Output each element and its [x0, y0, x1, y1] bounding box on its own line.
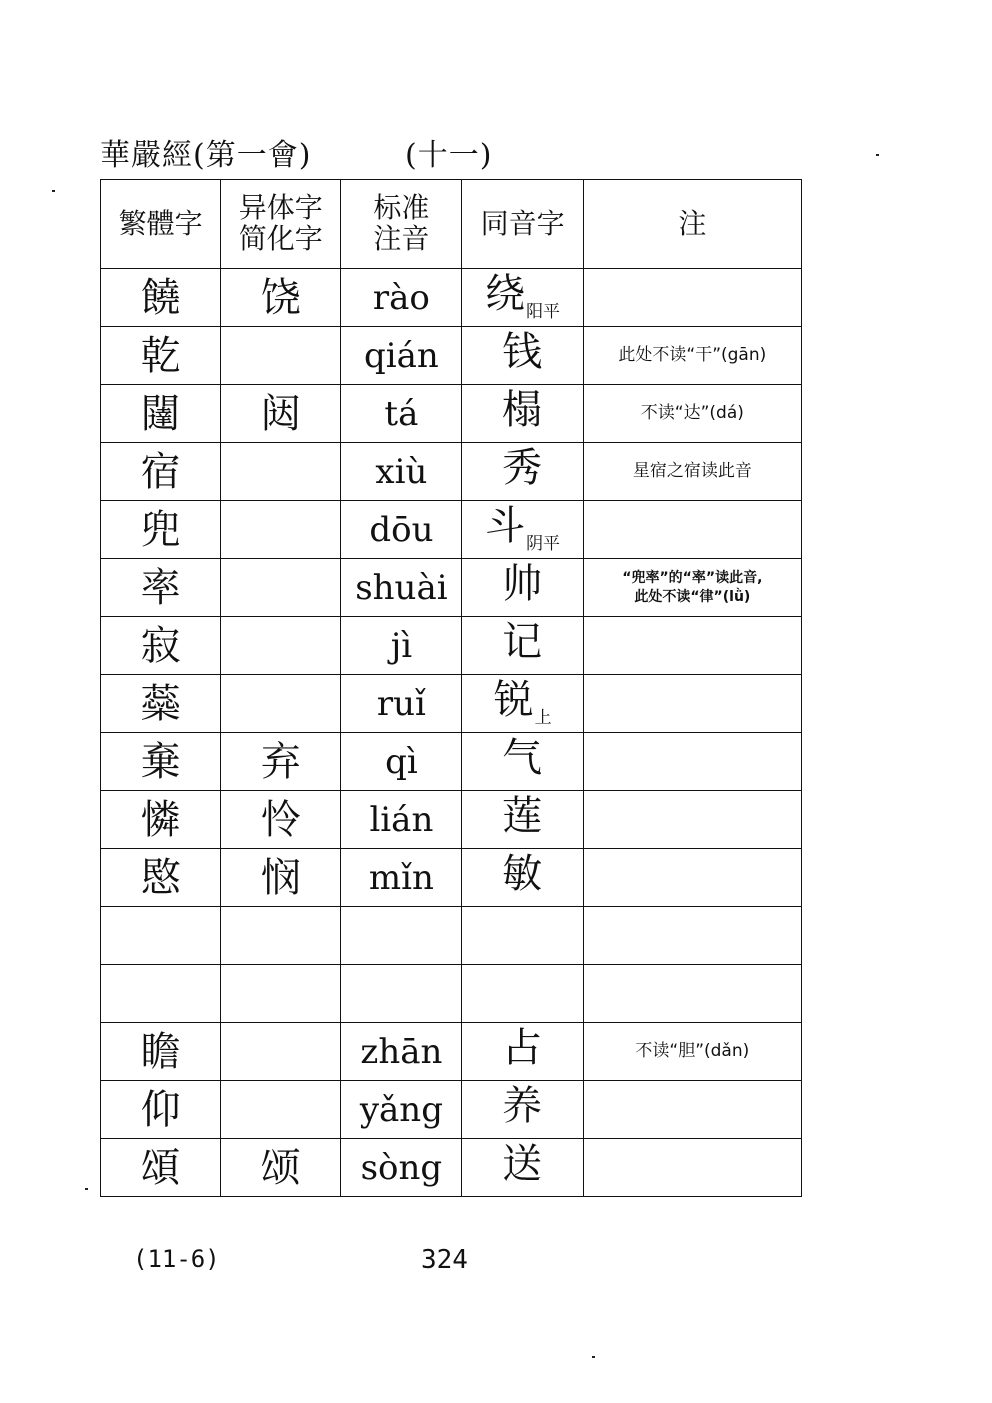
table-row [101, 501, 802, 559]
scan-speck [876, 154, 879, 156]
table-row [101, 733, 802, 791]
note-cell [583, 269, 801, 327]
page-title [100, 130, 493, 174]
variant-char: 饶 [221, 269, 341, 327]
homophone-char: 绕 [485, 271, 526, 317]
homophone-cell [462, 849, 583, 907]
homophone-cell [462, 733, 583, 791]
table-row [101, 385, 802, 443]
table-header-row [101, 180, 802, 269]
traditional-char: 宿 [101, 443, 221, 501]
traditional-char: 饒 [101, 269, 221, 327]
homophone-char: 记 [502, 619, 543, 665]
pinyin-reading [341, 965, 462, 1023]
table-body [101, 269, 802, 1197]
header-variant: 异体字 简化字 [221, 180, 341, 269]
note-cell [583, 907, 801, 965]
pinyin-reading: mǐn [341, 849, 462, 907]
homophone-char: 帅 [502, 561, 543, 607]
note-cell [583, 849, 801, 907]
variant-char [221, 559, 341, 617]
table-row [101, 327, 802, 385]
traditional-char: 棄 [101, 733, 221, 791]
homophone-char: 气 [502, 735, 543, 781]
note-cell [583, 617, 801, 675]
traditional-char: 瞻 [101, 1023, 221, 1081]
pinyin-reading: yǎng [341, 1081, 462, 1139]
homophone-cell [462, 1023, 583, 1081]
scan-speck [85, 1188, 88, 1190]
traditional-char: 頌 [101, 1139, 221, 1197]
variant-char [221, 327, 341, 385]
scan-speck [592, 1356, 595, 1358]
note-cell [583, 733, 801, 791]
traditional-char: 寂 [101, 617, 221, 675]
variant-char [221, 965, 341, 1023]
traditional-char: 憐 [101, 791, 221, 849]
note-cell [583, 501, 801, 559]
pinyin-reading: ruǐ [341, 675, 462, 733]
traditional-char: 率 [101, 559, 221, 617]
pinyin-reading: qián [341, 327, 462, 385]
table-row [101, 849, 802, 907]
homophone-cell [462, 559, 583, 617]
traditional-char: 愍 [101, 849, 221, 907]
variant-char [221, 1023, 341, 1081]
traditional-char: 仰 [101, 1081, 221, 1139]
homophone-cell [462, 1139, 583, 1197]
homophone-char: 莲 [502, 793, 543, 839]
header-note: 注 [583, 180, 801, 269]
pinyin-reading: jì [341, 617, 462, 675]
homophone-char: 占 [502, 1025, 543, 1071]
homophone-tone: 上 [534, 708, 552, 728]
note-cell: 不读“达”(dá) [583, 385, 801, 443]
homophone-char: 榻 [502, 387, 543, 433]
traditional-char [101, 907, 221, 965]
table-row [101, 1139, 802, 1197]
variant-char: 悯 [221, 849, 341, 907]
homophone-char: 锐 [493, 677, 534, 723]
note-cell [583, 1139, 801, 1197]
homophone-char: 斗 [485, 503, 526, 549]
pinyin-reading: dōu [341, 501, 462, 559]
pinyin-reading: qì [341, 733, 462, 791]
homophone-cell [462, 269, 583, 327]
traditional-char: 闥 [101, 385, 221, 443]
homophone-cell [462, 617, 583, 675]
sutra-title: 華嚴經(第一會) [100, 138, 312, 173]
header-homophone: 同音字 [462, 180, 583, 269]
pinyin-reading: xiù [341, 443, 462, 501]
variant-char [221, 617, 341, 675]
table-row [101, 965, 802, 1023]
variant-char [221, 907, 341, 965]
variant-char [221, 443, 341, 501]
note-cell: 不读“胆”(dǎn) [583, 1023, 801, 1081]
homophone-cell [462, 791, 583, 849]
pinyin-reading: tá [341, 385, 462, 443]
pinyin-reading [341, 907, 462, 965]
variant-char: 怜 [221, 791, 341, 849]
header-traditional: 繁體字 [101, 180, 221, 269]
variant-char: 颂 [221, 1139, 341, 1197]
table-row [101, 559, 802, 617]
homophone-cell [462, 1081, 583, 1139]
note-cell [583, 965, 801, 1023]
homophone-tone: 阳平 [526, 302, 561, 322]
traditional-char: 兜 [101, 501, 221, 559]
section-label: (11-6) [133, 1245, 220, 1273]
table-row [101, 791, 802, 849]
traditional-char [101, 965, 221, 1023]
table-row [101, 907, 802, 965]
note-cell [583, 791, 801, 849]
table-row [101, 617, 802, 675]
variant-char [221, 675, 341, 733]
page-number: 324 [421, 1245, 468, 1275]
note-cell [583, 1081, 801, 1139]
homophone-char: 钱 [502, 329, 543, 375]
homophone-cell [462, 965, 583, 1023]
header-pinyin: 标准 注音 [341, 180, 462, 269]
homophone-tone: 阴平 [526, 534, 561, 554]
note-cell: 星宿之宿读此音 [583, 443, 801, 501]
variant-char: 闼 [221, 385, 341, 443]
pinyin-reading: lián [341, 791, 462, 849]
table-row [101, 1023, 802, 1081]
pinyin-reading: rào [341, 269, 462, 327]
pinyin-reading: shuài [341, 559, 462, 617]
pronunciation-table [100, 179, 802, 1197]
scan-speck [52, 190, 55, 192]
pinyin-reading: zhān [341, 1023, 462, 1081]
note-cell [583, 675, 801, 733]
homophone-cell [462, 675, 583, 733]
note-cell: 此处不读“干”(gān) [583, 327, 801, 385]
homophone-char: 敏 [502, 851, 543, 897]
variant-char: 弃 [221, 733, 341, 791]
pinyin-reading: sòng [341, 1139, 462, 1197]
variant-char [221, 501, 341, 559]
traditional-char: 蘂 [101, 675, 221, 733]
variant-char [221, 1081, 341, 1139]
homophone-cell [462, 327, 583, 385]
homophone-cell [462, 385, 583, 443]
homophone-cell [462, 907, 583, 965]
table-row [101, 443, 802, 501]
table-row [101, 269, 802, 327]
homophone-cell [462, 443, 583, 501]
homophone-char: 养 [502, 1083, 543, 1129]
table-row [101, 675, 802, 733]
note-cell: “兜率”的“率”读此音, 此处不读“律”(lǜ) [583, 559, 801, 617]
homophone-char: 秀 [502, 445, 543, 491]
homophone-cell [462, 501, 583, 559]
part-number: (十一) [405, 138, 493, 173]
homophone-char: 送 [502, 1141, 543, 1187]
traditional-char: 乾 [101, 327, 221, 385]
table-row [101, 1081, 802, 1139]
